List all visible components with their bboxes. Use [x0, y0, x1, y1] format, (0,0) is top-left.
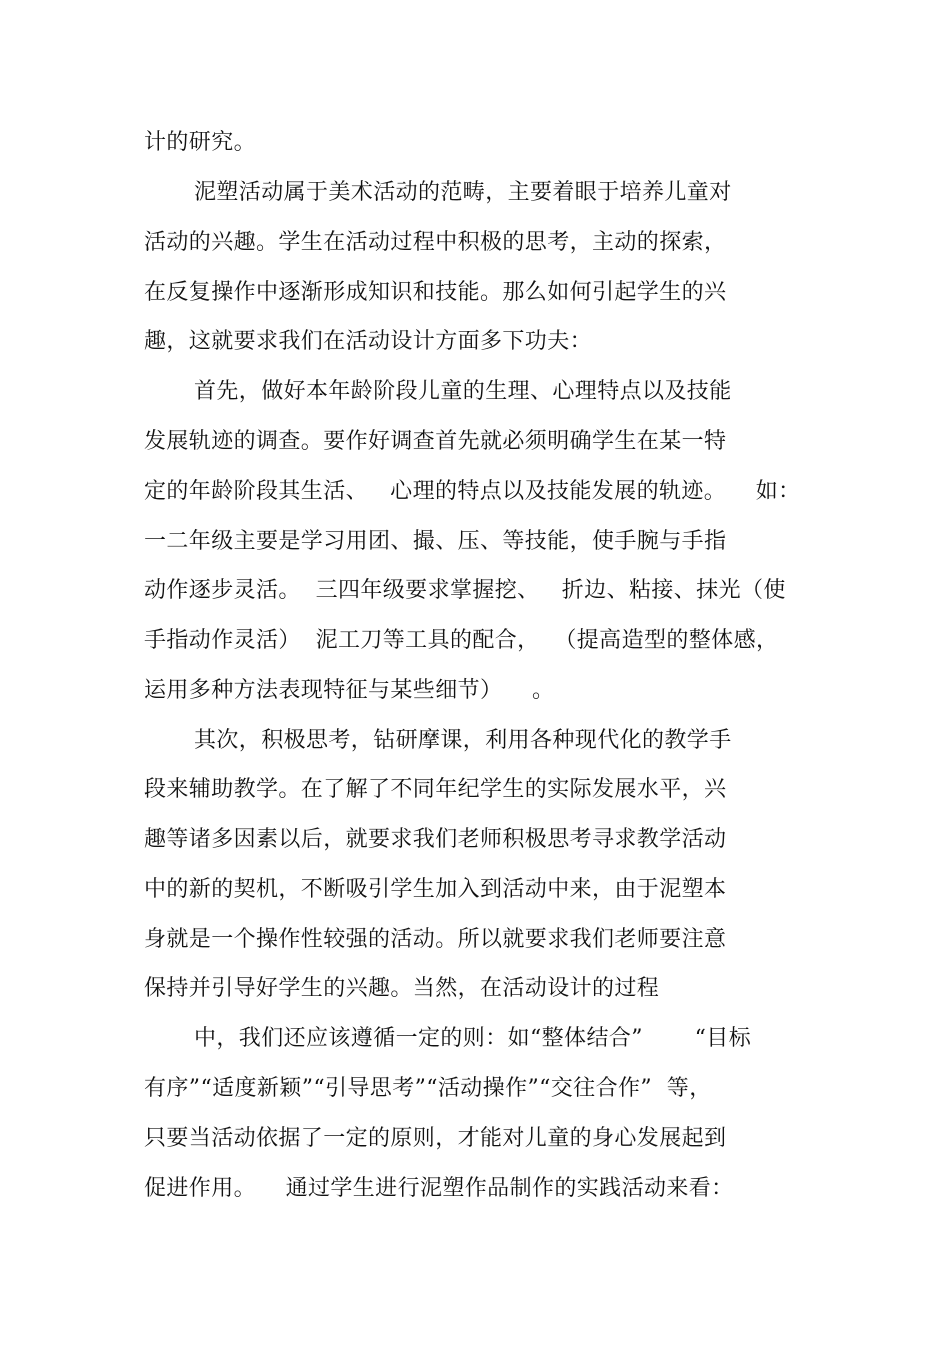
text-line-22: 促进作用。 通过学生进行泥塑作品制作的实践活动来看： — [144, 1176, 734, 1201]
text-line-2: 泥塑活动属于美术活动的范畴，主要着眼于培养儿童对 — [194, 180, 732, 205]
text-line-10: 动作逐步灵活。 三四年级要求掌握挖、 折边、粘接、抹光（使 — [144, 578, 786, 603]
text-line-5: 趣，这就要求我们在活动设计方面多下功夫： — [144, 329, 593, 354]
text-line-21: 只要当活动依据了一定的原则，才能对儿童的身心发展起到 — [144, 1126, 727, 1151]
text-line-3: 活动的兴趣。学生在活动过程中积极的思考，主动的探索， — [144, 230, 727, 255]
text-line-6: 首先，做好本年龄阶段儿童的生理、心理特点以及技能 — [194, 379, 732, 404]
text-line-20: 有序”“适度新颖”“引导思考”“活动操作”“交往合作” 等， — [144, 1076, 712, 1101]
text-line-16: 中的新的契机，不断吸引学生加入到活动中来，由于泥塑本 — [144, 877, 727, 902]
text-line-13: 其次，积极思考，钻研摩课，利用各种现代化的教学手 — [194, 728, 732, 753]
text-line-14: 段来辅助教学。在了解了不同年纪学生的实际发展水平，兴 — [144, 777, 727, 802]
text-line-11: 手指动作灵活） 泥工刀等工具的配合， （提高造型的整体感， — [144, 628, 779, 653]
text-line-9: 一二年级主要是学习用团、撮、压、等技能，使手腕与手指 — [144, 529, 727, 554]
text-line-8: 定的年龄阶段其生活、 心理的特点以及技能发展的轨迹。 如： — [144, 479, 801, 504]
text-line-18: 保持并引导好学生的兴趣。当然，在活动设计的过程 — [144, 976, 660, 1001]
text-line-15: 趣等诸多因素以后，就要求我们老师积极思考寻求教学活动 — [144, 827, 727, 852]
text-line-4: 在反复操作中逐渐形成知识和技能。那么如何引起学生的兴 — [144, 280, 727, 305]
text-line-1: 计的研究。 — [144, 130, 257, 155]
text-line-17: 身就是一个操作性较强的活动。所以就要求我们老师要注意 — [144, 927, 727, 952]
text-line-19: 中，我们还应该遵循一定的则：如“整体结合” “目标 — [194, 1026, 752, 1051]
text-line-7: 发展轨迹的调查。要作好调查首先就必须明确学生在某一特 — [144, 429, 727, 454]
text-line-12: 运用多种方法表现特征与某些细节） 。 — [144, 678, 555, 703]
